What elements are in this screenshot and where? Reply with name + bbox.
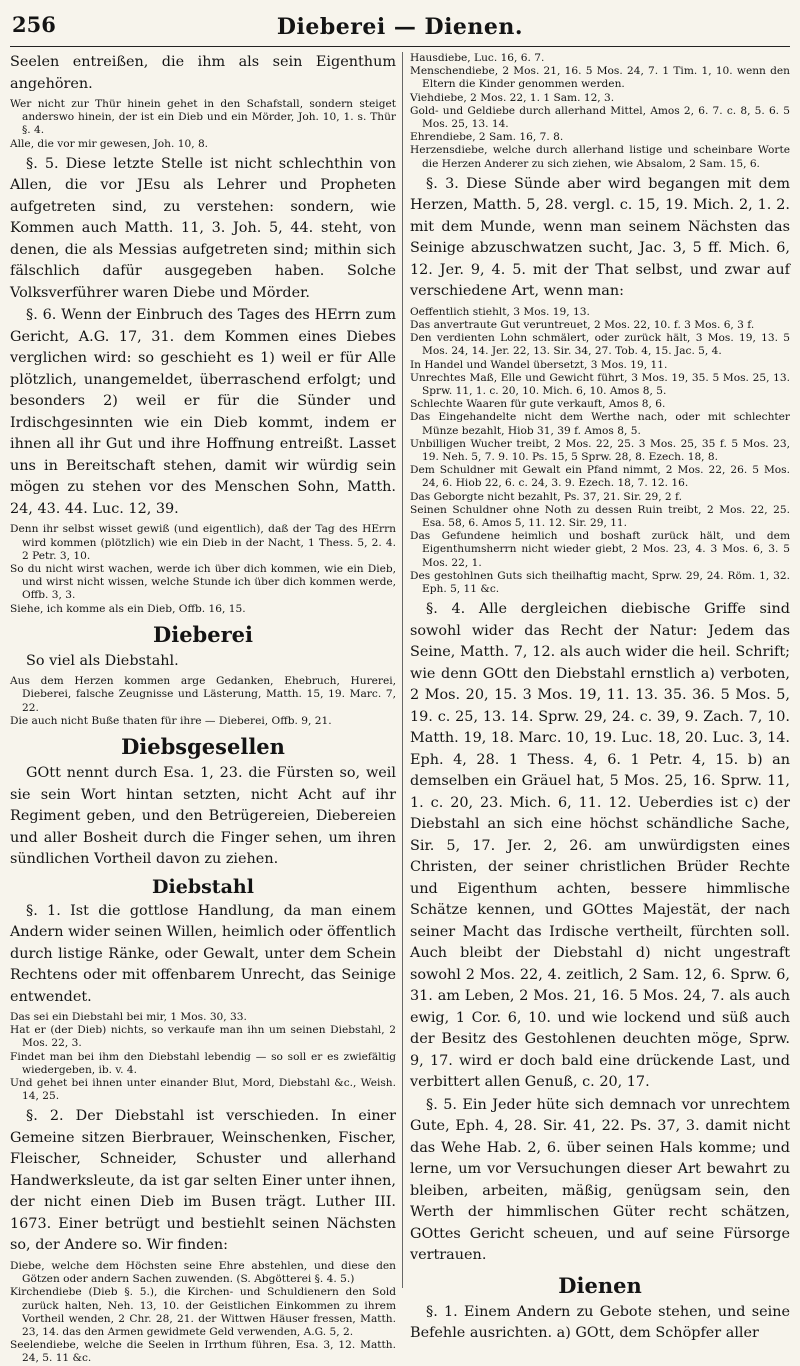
quote: Wer nicht zur Thür hinein gehet in den Schafstall, sondern steiget anderswo hinein, der ist ein Dieb und ein Mörder, Joh. 10, 1. s. Thür §. 4. xyxy=(10,98,396,137)
quote: Den verdienten Lohn schmälert, oder zurück hält, 3 Mos. 19, 13. 5 Mos. 24, 14. Jer. 22, 13. Sir. 34, 27. Tob. 4, 15. Jac. 5, 4. xyxy=(410,332,790,358)
quote: Seelendiebe, welche die Seelen in Irrthum führen, Esa. 3, 12. Matth. 24, 5. 11 &c. xyxy=(10,1339,396,1365)
quote: Siehe, ich komme als ein Dieb, Offb. 16, 15. xyxy=(10,602,246,615)
quote: Hat er (der Dieb) nichts, so verkaufe man ihn um seinen Diebstahl, 2 Mos. 22, 3. xyxy=(10,1024,396,1050)
paragraph: §. 3. Diese Sünde aber wird begangen mit dem Herzen, Matth. 5, 28. vergl. c. 15, 19. Mich. 2, 1. 2. mit dem Munde, wenn man seinem Nächsten das Seinige abzuschwatzen sucht, Jac. 3, 5 ff. Mich. 6, 12. Jer. 9, 4. 5. mit der That selbst, und zwar auf verschiedene Art, wenn man: xyxy=(410,175,790,300)
column-divider xyxy=(402,52,403,1288)
quote: Ehrendiebe, 2 Sam. 16, 7. 8. xyxy=(410,131,564,144)
paragraph: §. 2. Der Diebstahl ist verschieden. In einer Gemeine sitzen Bierbrauer, Weinschenken, Fischer, Fleischer, Schneider, Schuster und allerhand Handwerksleute, da ist gar selten Einer unter ihnen, der nicht einen Dieb im Busen trägt. Luther III. 1673. Einer betrügt und bestiehlt seinen Nächsten so, der Andere so. Wir finden: xyxy=(10,1108,396,1254)
section-heading-dienen: Dienen xyxy=(558,1272,642,1298)
paragraph: §. 5. Ein Jeder hüte sich demnach vor unrechtem Gute, Eph. 4, 28. Sir. 41, 22. Ps. 37, 3. damit nicht das Wehe Hab. 2, 6. über seinen Hals komme; und lerne, um vor Versuchungen dieser Art bewahrt zu bleiben, arbeiten, mäßig, genügsam sein, den Werth der himmlischen Güter recht schätzen, GOttes Gericht scheuen, und auf seine Fürsorge vertrauen. xyxy=(410,1096,790,1264)
page-number: 256 xyxy=(12,12,56,37)
paragraph: Seelen entreißen, die ihm als sein Eigenthum angehören. xyxy=(10,54,396,92)
quote: Herzensdiebe, welche durch allerhand listige und scheinbare Worte die Herzen Anderer zu sich ziehen, wie Absalom, 2 Sam. 15, 6. xyxy=(410,144,790,170)
quote: Des gestohlnen Guts sich theilhaftig macht, Sprw. 29, 24. Röm. 1, 32. Eph. 5, 11 &c. xyxy=(410,569,790,596)
paragraph: GOtt nennt durch Esa. 1, 23. die Fürsten so, weil sie sein Wort hintan setzten, nicht Acht auf ihr Regiment geben, und den Betrügereien, Diebereien und aller Bosheit durch die Finger sehen, um ihren sündlichen Vortheil davon zu ziehen. xyxy=(10,765,396,868)
quote: Findet man bei ihm den Diebstahl lebendig — so soll er es zwiefältig wiedergeben, ib. v. 4. xyxy=(10,1050,396,1076)
quote: Unrechtes Maß, Elle und Gewicht führt, 3 Mos. 19, 35. 5 Mos. 25, 13. Sprw. 11, 1. c. 20, 10. Mich. 6, 10. Amos 8, 5. xyxy=(410,371,790,398)
quote: Gold- und Geldiebe durch allerhand Mittel, Amos 2, 6. 7. c. 8, 5. 6. 5 Mos. 25, 13. 14. xyxy=(410,104,790,131)
quote: Das Gefundene heimlich und boshaft zurück hält, und dem Eigenthumsherrn nicht wieder giebt, 2 Mos. 23, 4. 3 Mos. 6, 3. 5 Mos. 22, 1. xyxy=(410,530,790,569)
page-header xyxy=(10,0,790,47)
quote: Alle, die vor mir gewesen, Joh. 10, 8. xyxy=(10,137,209,150)
paragraph: §. 1. Ist die gottlose Handlung, da man einem Andern wider seinen Willen, heimlich oder öffentlich durch listige Ränke, oder Gewalt, unter dem Schein Rechtens oder mit offenbarem Unrecht, das Seinige entwendet. xyxy=(10,902,396,1005)
quote: Schlechte Waaren für gute verkauft, Amos 8, 6. xyxy=(410,398,666,411)
quote: Das sei ein Diebstahl bei mir, 1 Mos. 30, 33. xyxy=(10,1011,247,1024)
left-column xyxy=(10,52,396,1365)
book-page xyxy=(10,0,790,1365)
quote: Die auch nicht Buße thaten für ihre — Dieberei, Offb. 9, 21. xyxy=(10,714,332,727)
running-title: Dieberei — Dienen. xyxy=(276,14,524,40)
quote: Diebe, welche dem Höchsten seine Ehre abstehlen, und diese den Götzen oder andern Sachen zuwenden. (S. Abgötterei §. 4. 5.) xyxy=(10,1259,396,1286)
paragraph: §. 6. Wenn der Einbruch des Tages des HErrn zum Gericht, A.G. 17, 31. dem Kommen eines Diebes verglichen wird: so geschieht es 1) weil er für Alle plötzlich, unangemeldet, überraschend erfolgt; und besonders 2) weil er für die Sünder und Irdischgesinnten wie ein Dieb kommt, indem er ihnen all ihr Gut und ihre Hoffnung entreißt. Lasset uns in Bereitschaft stehen, damit wir würdig sein mögen zu stehen vor des Menschen Sohn, Matth. 24, 43. 44. Luc. 12, 39. xyxy=(10,307,396,517)
section-heading-diebstahl: Diebstahl xyxy=(152,875,254,898)
quote: Und gehet bei ihnen unter einander Blut, Mord, Diebstahl &c., Weish. 14, 25. xyxy=(10,1077,396,1103)
section-heading-diebsgesellen: Diebsgesellen xyxy=(121,734,285,760)
paragraph: So viel als Diebstahl. xyxy=(26,652,179,669)
text-columns xyxy=(10,52,790,1365)
paragraph: §. 1. Einem Andern zu Gebote stehen, und seine Befehle ausrichten. a) GOtt, dem Schöpfer aller xyxy=(410,1303,790,1342)
quote: Denn ihr selbst wisset gewiß (und eigentlich), daß der Tag des HErrn wird kommen (plötzlich) wie ein Dieb in der Nacht, 1 Thess. 5, 2. 4. 2 Petr. 3, 10. xyxy=(10,523,396,562)
quote: Aus dem Herzen kommen arge Gedanken, Ehebruch, Hurerei, Dieberei, falsche Zeugnisse und Lästerung, Matth. 15, 19. Marc. 7, 22. xyxy=(10,675,396,714)
quote: Seinen Schuldner ohne Noth zu dessen Ruin treibt, 2 Mos. 22, 25. Esa. 58, 6. Amos 5, 11. 12. Sir. 29, 11. xyxy=(410,503,790,530)
quote: So du nicht wirst wachen, werde ich über dich kommen, wie ein Dieb, und wirst nicht wissen, welche Stunde ich über dich kommen werde, Offb. 3, 3. xyxy=(10,562,396,602)
quote: Das Eingehandelte nicht dem Werthe nach, oder mit schlechter Münze bezahlt, Hiob 31, 39 f. Amos 8, 5. xyxy=(410,411,790,437)
quote: Viehdiebe, 2 Mos. 22, 1. 1 Sam. 12, 3. xyxy=(410,91,615,104)
section-heading-dieberei: Dieberei xyxy=(153,621,253,647)
quote: Oeffentlich stiehlt, 3 Mos. 19, 13. xyxy=(410,305,590,318)
quote: In Handel und Wandel übersetzt, 3 Mos. 19, 11. xyxy=(410,358,668,371)
quote: Hausdiebe, Luc. 16, 6. 7. xyxy=(410,52,545,64)
quote: Das anvertraute Gut veruntreuet, 2 Mos. 22, 10. f. 3 Mos. 6, 3 f. xyxy=(410,319,755,332)
quote: Kirchendiebe (Dieb §. 5.), die Kirchen- und Schuldienern den Sold zurück halten, Neh. 13, 10. der Geistlichen Einkommen zu ihrem Vortheil wenden, 2 Chr. 28, 21. der Wittwen Häuser fressen, Matth. 23, 14. das den Armen gewidmete Geld verwenden, A.G. 5, 2. xyxy=(10,1286,396,1338)
quote: Menschendiebe, 2 Mos. 21, 16. 5 Mos. 24, 7. 1 Tim. 1, 10. wenn den Eltern die Kinder genommen werden. xyxy=(410,65,790,91)
right-column xyxy=(410,52,790,1342)
paragraph: §. 5. Diese letzte Stelle ist nicht schlechthin von Allen, die vor JEsu als Lehrer und Propheten aufgetreten sind, zu verstehen: sondern, wie Kommen auch Matth. 11, 3. Joh. 5, 44. steht, von denen, die als Messias aufgetreten sind; mithin sich fälschlich dafür ausgegeben haben. Solche Volksverführer waren Diebe und Mörder. xyxy=(10,155,396,301)
quote: Das Geborgte nicht bezahlt, Ps. 37, 21. Sir. 29, 2 f. xyxy=(410,490,682,503)
paragraph: §. 4. Alle dergleichen diebische Griffe sind sowohl wider das Recht der Natur: Jedem das Seine, Matth. 7, 12. als auch wider die heil. Schrift; wie denn GOtt den Diebstahl ernstlich a) verboten, 2 Mos. 20, 15. 3 Mos. 19, 11. 13. 35. 36. 5 Mos. 5, 19. c. 25, 13. 14. Sprw. 29, 24. c. 39, 9. Zach. 7, 10. Matth. 19, 18. Marc. 10, 19. Luc. 18, 20. Luc. 3, 14. Eph. 4, 28. 1 Thess. 4, 6. 1 Petr. 4, 15. b) an demselben ein Gräuel hat, 5 Mos. 25, 16. Sprw. 11, 1. c. 20, 23. Mich. 6, 11. 12. Ueberdies ist c) der Diebstahl an sich eine höchst schändliche Sache, Sir. 5, 17. Jer. 2, 26. am unwürdigsten eines Christen, der seiner christlichen Brüder Rechte und Eigenthum achten, bessere himmlische Schätze kennen, und GOttes Majestät, der nach seiner Macht das Irdische vertheilt, fürchten soll. Auch bleibt der Diebstahl d) nicht ungestraft sowohl 2 Mos. 22, 4. zeitlich, 2 Sam. 12, 6. Sprw. 6, 31. am Leben, 2 Mos. 21, 16. 5 Mos. 24, 7. als auch ewig, 1 Cor. 6, 10. und wie lockend und süß auch der Besitz des Gestohlenen deuchten möge, Sprw. 9, 17. wird er doch bald eine drückende Last, und verbittert allen Genuß, c. 20, 17. xyxy=(410,601,790,1091)
quote: Dem Schuldner mit Gewalt ein Pfand nimmt, 2 Mos. 22, 26. 5 Mos. 24, 6. Hiob 22, 6. c. 24, 3. 9. Ezech. 18, 7. 12. 16. xyxy=(410,464,790,490)
quote: Unbilligen Wucher treibt, 2 Mos. 22, 25. 3 Mos. 25, 35 f. 5 Mos. 23, 19. Neh. 5, 7. 9. 10. Ps. 15, 5 Sprw. 28, 8. Ezech. 18, 8. xyxy=(410,437,790,464)
